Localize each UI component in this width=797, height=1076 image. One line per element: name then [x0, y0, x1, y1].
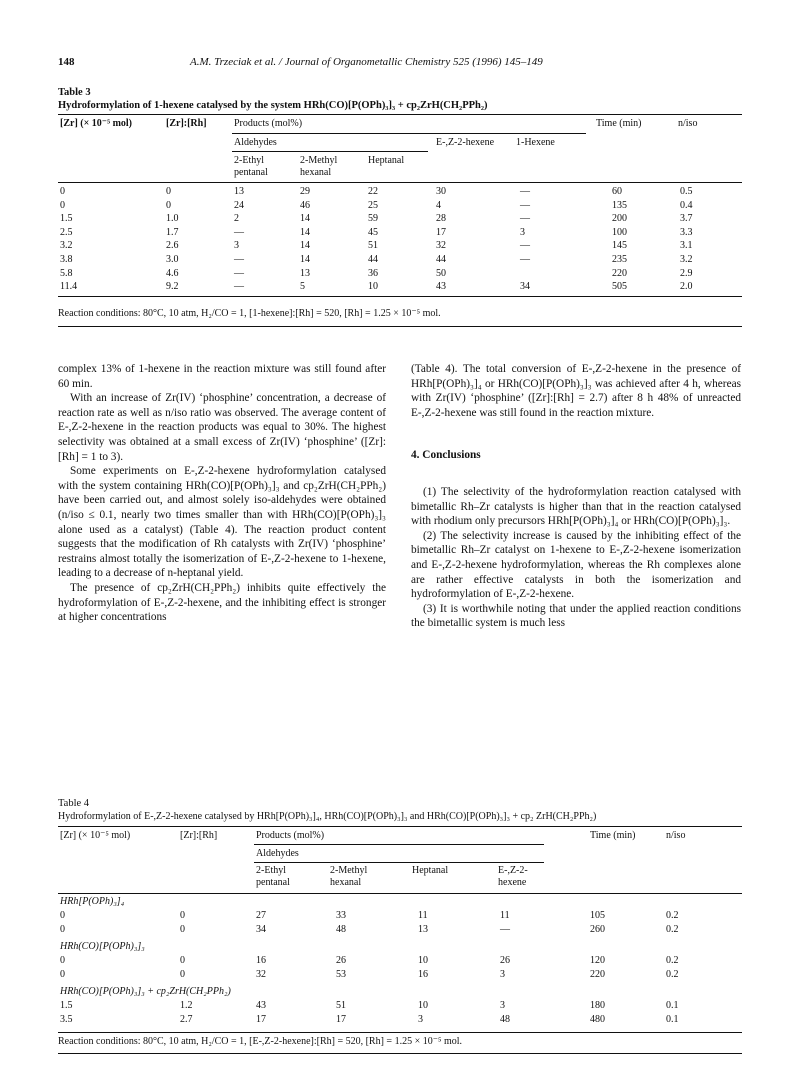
t4-cell: 480 — [590, 1014, 605, 1025]
t3-cell: 17 — [436, 226, 446, 238]
t4-cell: 26 — [500, 955, 510, 966]
table3-label: Table 3 — [58, 87, 91, 98]
t4-cell: 0.1 — [666, 1014, 679, 1025]
t3-cell: 50 — [436, 267, 446, 279]
t3-cell: 200 — [612, 213, 627, 225]
t4-cell: 33 — [336, 910, 346, 921]
t3-cell: 13 — [234, 186, 244, 197]
t3-cell: 5 — [300, 281, 305, 293]
t3-cell: 36 — [368, 267, 378, 279]
t3-head-ez: E-,Z-2-hexene — [436, 137, 495, 148]
t3-cell: 11.4 — [60, 281, 78, 293]
t4-cell: 32 — [256, 969, 266, 980]
t4-cell: 0 — [180, 924, 185, 935]
t4-cell: 16 — [418, 969, 428, 980]
t4-cell: 3 — [500, 969, 505, 980]
t4-cell: 11 — [418, 910, 428, 921]
t4-head-methyl2: hexanal — [330, 877, 362, 888]
t3-cell: 3 — [234, 240, 239, 252]
t3-cell: 145 — [612, 240, 627, 252]
t4-cell: 27 — [256, 910, 266, 921]
t3-cell: 1.7 — [166, 226, 179, 238]
t3-cell: 4.6 — [166, 267, 179, 279]
table4-caption: Hydroformylation of E-,Z-2-hexene catalysed by HRh[P(OPh)₃]₄, HRh(CO)[P(OPh)₃]₃ and HRh(CO)[P(OPh)₃]₃ + cp₂ ZrH(CH₂PPh₂) — [58, 811, 597, 822]
t4-cell: 105 — [590, 910, 605, 921]
t3-cell: 25 — [368, 199, 378, 211]
t3-cell: 505 — [612, 281, 627, 293]
t3-cell: 14 — [300, 254, 310, 265]
t4-cell: 43 — [256, 1000, 266, 1011]
t3-cell: 2.0 — [680, 281, 693, 293]
left-para-4: The presence of cp₂ZrH(CH₂PPh₂) inhibits quite effectively the hydroformylation of E-,Z-2-hexene, and the inhibiting effect is stronger at higher concentrations — [58, 581, 386, 624]
t3-cell: 3 — [520, 226, 525, 238]
t4-cell: 3 — [418, 1014, 423, 1025]
t3-cell: 44 — [368, 254, 378, 265]
t3-cell: 1.5 — [60, 213, 73, 225]
t3-head-hexene: 1-Hexene — [516, 137, 555, 148]
t4-cell: 3.5 — [60, 1014, 73, 1025]
t4-cell: — — [500, 924, 510, 935]
t4-cell: 0 — [180, 910, 185, 921]
t3-cell: 29 — [300, 186, 310, 197]
conclusion-3: (3) It is worthwhile noting that under the applied reaction conditions the bimetallic system is much less — [411, 602, 741, 630]
t3-cell: 0 — [166, 199, 171, 211]
t4-cell: 51 — [336, 1000, 346, 1011]
t3-cell: 0 — [60, 199, 65, 211]
t3-cell: 59 — [368, 213, 378, 225]
t3-cell: 46 — [300, 199, 310, 211]
t3-cell: 0 — [60, 186, 65, 197]
t4-group-title: HRh[P(OPh)₃]₄ — [60, 896, 125, 907]
t3-cell: 3.8 — [60, 254, 73, 265]
t3-cell: 34 — [520, 281, 530, 293]
t4-cell: 0 — [60, 910, 65, 921]
t4-head-ez2: hexene — [498, 877, 527, 888]
t3-head-niso: n/iso — [678, 118, 698, 129]
t4-head-methyl: 2-Methyl — [330, 865, 368, 876]
t4-cell: 0 — [60, 955, 65, 966]
t4-cell: 48 — [336, 924, 346, 935]
right-column — [411, 362, 741, 631]
t4-cell: 220 — [590, 969, 605, 980]
t4-cell: 0 — [60, 969, 65, 980]
t4-cell: 0.2 — [666, 955, 679, 966]
t3-cell: 30 — [436, 186, 446, 197]
t3-head-methyl: 2-Methyl — [300, 155, 338, 166]
t3-cell: 3.3 — [680, 226, 693, 238]
t3-cell: 2.9 — [680, 267, 693, 279]
t4-cell: 11 — [500, 910, 510, 921]
t4-cell: 10 — [418, 1000, 428, 1011]
t3-head-time: Time (min) — [596, 118, 642, 129]
t4-head-zr: [Zr] (× 10⁻⁵ mol) — [60, 830, 131, 841]
t3-cell: 100 — [612, 226, 627, 238]
t3-cell: 22 — [368, 186, 378, 197]
t3-cell: 235 — [612, 254, 627, 265]
t4-cell: 10 — [418, 955, 428, 966]
t4-group-title: HRh(CO)[P(OPh)₃]₃ — [60, 941, 145, 952]
t3-cell: 135 — [612, 199, 627, 211]
t4-cell: 180 — [590, 1000, 605, 1011]
t4-cell: 0 — [180, 955, 185, 966]
t3-cell: 14 — [300, 226, 310, 238]
t4-cell: 13 — [418, 924, 428, 935]
t3-head-aldehydes: Aldehydes — [234, 137, 277, 148]
left-para-3: Some experiments on E-,Z-2-hexene hydroformylation catalysed with the system containing HRh(CO)[P(OPh)₃]₃ and cp₂ZrH(CH₂PPh₂) have been carried out, and almost solely iso-aldehydes were obtained (n/iso ≤ 0.1, nearly two times smaller than with HRh(CO)[P(OPh)₃]₃ alone used as a catalyst) (Table 4). The reaction product content suggests that the modification of Rh catalysts with Zr(IV) ‘phosphine’ restrains almost totally the isomerization of E-,Z-2-hexene to 1-hexene, leading to a decrease of n-heptanal yield. — [58, 465, 386, 580]
t3-cell: — — [234, 254, 244, 265]
t3-cell: — — [520, 213, 530, 225]
conclusion-2: (2) The selectivity increase is caused by the inhibiting effect of the bimetallic Rh–Zr catalyst on 1-hexene to E-,Z-2-hexene isomerization and E-,Z-2-hexene hydroformylation, whereas the Rh complexes alone are rather effective catalysts in both the isomerization and hydroformylation of E-,Z-2-hexene. — [411, 529, 741, 601]
t4-head-heptanal: Heptanal — [412, 865, 449, 876]
t3-cell: 32 — [436, 240, 446, 252]
t4-head-ethyl: 2-Ethyl — [256, 865, 286, 876]
t4-cell: 1.5 — [60, 1000, 73, 1011]
t4-cell: 260 — [590, 924, 605, 935]
t3-cell: 0.5 — [680, 186, 693, 197]
t4-head-products: Products (mol%) — [256, 830, 325, 841]
t4-cell: 1.2 — [180, 1000, 193, 1011]
t4-cell: 3 — [500, 1000, 505, 1011]
t4-head-ethyl2: pentanal — [256, 877, 290, 888]
t4-cell: 53 — [336, 969, 346, 980]
t3-cell: 28 — [436, 213, 446, 225]
t4-group-title: HRh(CO)[P(OPh)₃]₃ + cp₂ZrH(CH₂PPh₂) — [60, 986, 231, 997]
t3-cell: 0 — [166, 186, 171, 197]
t4-cell: 0 — [60, 924, 65, 935]
t4-head-time: Time (min) — [590, 830, 636, 841]
t4-cell: 26 — [336, 955, 346, 966]
left-para-1: complex 13% of 1-hexene in the reaction mixture was still found after 60 min. — [58, 363, 386, 390]
t3-cell: 13 — [300, 267, 310, 279]
table3-caption: Hydroformylation of 1-hexene catalysed by the system HRh(CO)[P(OPh)₃]₃ + cp₂ZrH(CH₂PPh₂) — [58, 100, 488, 111]
t4-cell: 0.2 — [666, 969, 679, 980]
t4-cell: 34 — [256, 924, 266, 935]
table3-conditions: Reaction conditions: 80°C, 10 atm, H₂/CO = 1, [1-hexene]:[Rh] = 520, [Rh] = 1.25 × 10⁻⁵ mol. — [58, 308, 441, 319]
t3-head-ratio: [Zr]:[Rh] — [166, 118, 207, 129]
right-para-1: (Table 4). The total conversion of E-,Z-2-hexene in the presence of HRh[P(OPh)₃]₄ or HRh(CO)[P(OPh)₃]₃ was achieved after 4 h, whereas with Zr(IV) ‘phosphine’ ([Zr]:[Rh] = 2.7) after 8 h 48% of unreacted E-,Z-2-hexene was still found in the reaction mixture. — [411, 363, 741, 419]
t4-head-aldehydes: Aldehydes — [256, 848, 299, 859]
t3-cell: 3.2 — [680, 254, 693, 265]
t3-cell: 3.1 — [680, 240, 693, 252]
t4-head-ez: E-,Z-2- — [498, 865, 528, 876]
t3-head-products: Products (mol%) — [234, 118, 303, 129]
t3-cell: 14 — [300, 240, 310, 252]
t4-cell: 120 — [590, 955, 605, 966]
t3-cell: 2.5 — [60, 226, 73, 238]
t3-cell: 4 — [436, 199, 441, 211]
table4-conditions: Reaction conditions: 80°C, 10 atm, H₂/CO = 1, [E-,Z-2-hexene]:[Rh] = 520, [Rh] = 1.25 × 10⁻⁵ mol. — [58, 1036, 463, 1047]
conclusion-1: (1) The selectivity of the hydroformylation reaction catalysed with bimetallic Rh–Zr catalysts is higher than that in the reaction catalysed with rhodium only precursors HRh[P(OPh)₃]₄ or HRh(CO)[P(OPh)₃]₃. — [411, 485, 741, 528]
t3-head-heptanal: Heptanal — [368, 155, 405, 166]
t3-cell: 10 — [368, 281, 378, 293]
t3-cell: 0.4 — [680, 199, 693, 211]
t3-head-zr: [Zr] (× 10⁻⁵ mol) — [60, 118, 133, 129]
t3-head-ethyl: 2-Ethyl — [234, 155, 264, 166]
t3-cell: 220 — [612, 267, 627, 279]
section-title-conclusions: 4. Conclusions — [411, 449, 481, 462]
t4-cell: 48 — [500, 1014, 510, 1025]
t3-cell: — — [520, 186, 530, 197]
t3-cell: 43 — [436, 281, 446, 293]
t3-cell: 5.8 — [60, 267, 73, 279]
t3-head-methyl2: hexanal — [300, 167, 332, 178]
t4-cell: 17 — [336, 1014, 346, 1025]
left-para-2: With an increase of Zr(IV) ‘phosphine’ concentration, a decrease of reaction rate as well as n/iso ratio was observed. The average content of E-,Z-2-hexene in the reaction products was equal to 30%. The highest selectivity was obtained at a small excess of Zr(IV) ‘phosphine’ ([Zr]:[Rh] = 1 to 3). — [58, 392, 386, 463]
t4-cell: 0.2 — [666, 924, 679, 935]
t3-cell: 51 — [368, 240, 378, 252]
t3-cell: — — [234, 226, 244, 238]
t3-cell: 45 — [368, 226, 378, 238]
t4-head-ratio: [Zr]:[Rh] — [180, 830, 218, 841]
table4-label: Table 4 — [58, 798, 90, 809]
t3-cell: 9.2 — [166, 281, 179, 293]
t3-cell: — — [234, 281, 244, 293]
t3-cell: 24 — [234, 199, 244, 211]
t3-cell: 3.0 — [166, 254, 179, 265]
t4-cell: 2.7 — [180, 1014, 193, 1025]
t3-cell: 3.2 — [60, 240, 73, 252]
t3-cell: 60 — [612, 186, 622, 197]
t4-cell: 17 — [256, 1014, 266, 1025]
t3-cell: 2 — [234, 213, 239, 225]
t3-cell: — — [234, 267, 244, 279]
t3-cell: 44 — [436, 254, 446, 265]
t4-cell: 16 — [256, 955, 266, 966]
left-column — [58, 362, 386, 625]
page-number: 148 — [58, 56, 75, 68]
t3-cell: — — [520, 254, 530, 265]
t4-cell: 0.1 — [666, 1000, 679, 1011]
t3-cell: — — [520, 240, 530, 252]
t3-cell: 3.7 — [680, 213, 693, 225]
t4-cell: 0.2 — [666, 910, 679, 921]
t4-cell: 0 — [180, 969, 185, 980]
running-title: A.M. Trzeciak et al. / Journal of Organometallic Chemistry 525 (1996) 145–149 — [190, 56, 543, 68]
t3-cell: 1.0 — [166, 213, 179, 225]
t3-head-ethyl2: pentanal — [234, 167, 268, 178]
t3-cell: — — [520, 199, 530, 211]
t4-head-niso: n/iso — [666, 830, 686, 841]
t3-cell: 14 — [300, 213, 310, 225]
t3-cell: 2.6 — [166, 240, 179, 252]
